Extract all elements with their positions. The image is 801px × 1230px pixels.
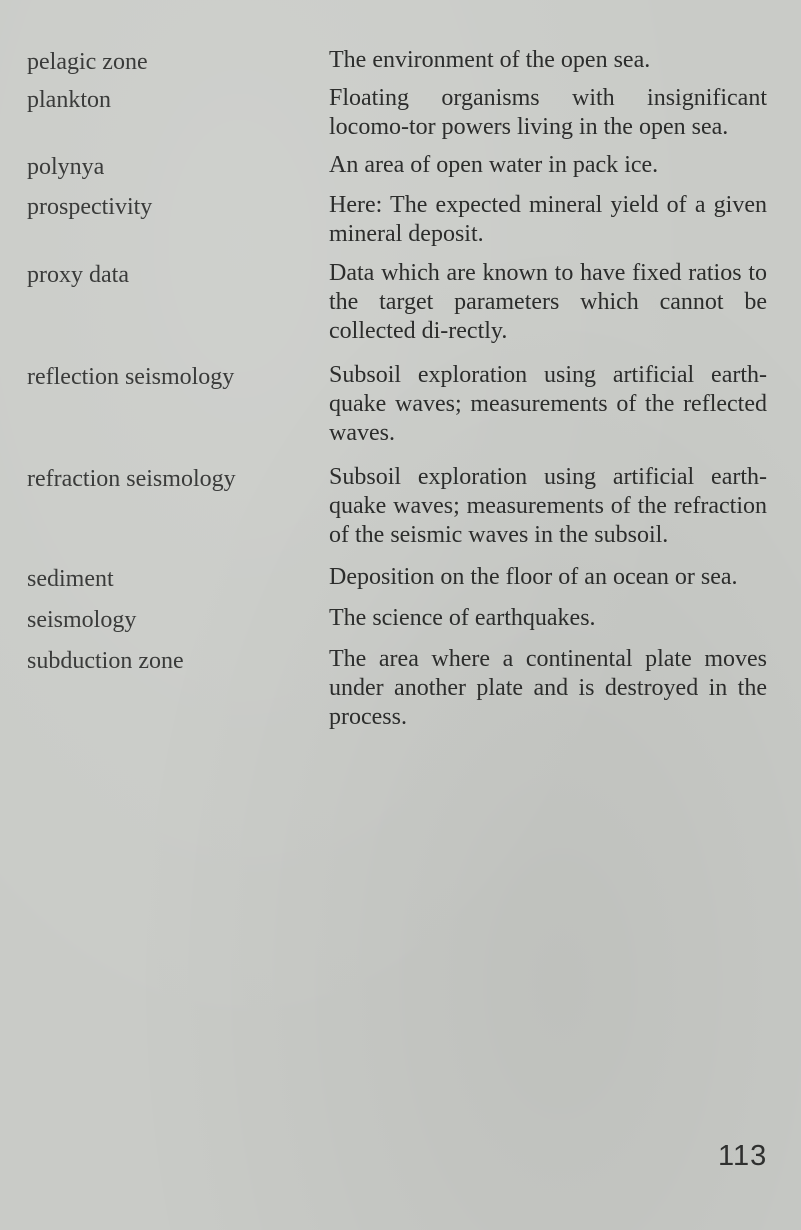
glossary-definition: The area where a continental plate moves under another plate and is destroyed in the process. (329, 646, 767, 730)
glossary-entry-polynya (27, 151, 767, 183)
glossary-definition: Subsoil exploration using artificial earth-quake waves; measurements of the reflected waves. (329, 362, 767, 446)
glossary-term: refraction seismology (27, 466, 236, 492)
glossary-term: plankton (27, 87, 111, 113)
glossary-definition: Deposition on the floor of an ocean or sea. (329, 564, 738, 590)
page-number: 113 (718, 1140, 768, 1172)
glossary-definition: An area of open water in pack ice. (329, 152, 659, 178)
glossary-entry-refraction-seismology (27, 463, 767, 550)
glossary-definition: Subsoil exploration using artificial earth-quake waves; measurements of the refraction of the seismic waves in the subsoil. (329, 464, 767, 548)
glossary-definition: Data which are known to have fixed ratios to the target parameters which cannot be collected di-rectly. (329, 260, 767, 344)
glossary-term: proxy data (27, 262, 129, 288)
glossary-term: seismology (27, 607, 137, 633)
glossary-definition: The environment of the open sea. (329, 47, 651, 73)
glossary-entry-sediment (27, 563, 767, 595)
glossary-term: prospectivity (27, 194, 153, 220)
glossary-entry-reflection-seismology (27, 361, 767, 448)
glossary-definition: Floating organisms with insignificant locomo-tor powers living in the open sea. (329, 85, 767, 140)
glossary-entry-seismology (27, 604, 767, 636)
glossary-entry-pelagic-zone (27, 46, 767, 78)
glossary-list (27, 46, 767, 732)
glossary-term: sediment (27, 566, 114, 592)
glossary-definition: The science of earthquakes. (329, 605, 596, 631)
glossary-entry-prospectivity (27, 191, 767, 249)
glossary-entry-plankton (27, 84, 767, 142)
glossary-entry-proxy-data (27, 259, 767, 346)
glossary-term: subduction zone (27, 648, 184, 674)
glossary-entry-subduction-zone (27, 645, 767, 732)
glossary-term: reflection seismology (27, 364, 235, 390)
glossary-definition: Here: The expected mineral yield of a given mineral deposit. (329, 192, 767, 247)
glossary-term: pelagic zone (27, 49, 148, 75)
glossary-term: polynya (27, 154, 105, 180)
